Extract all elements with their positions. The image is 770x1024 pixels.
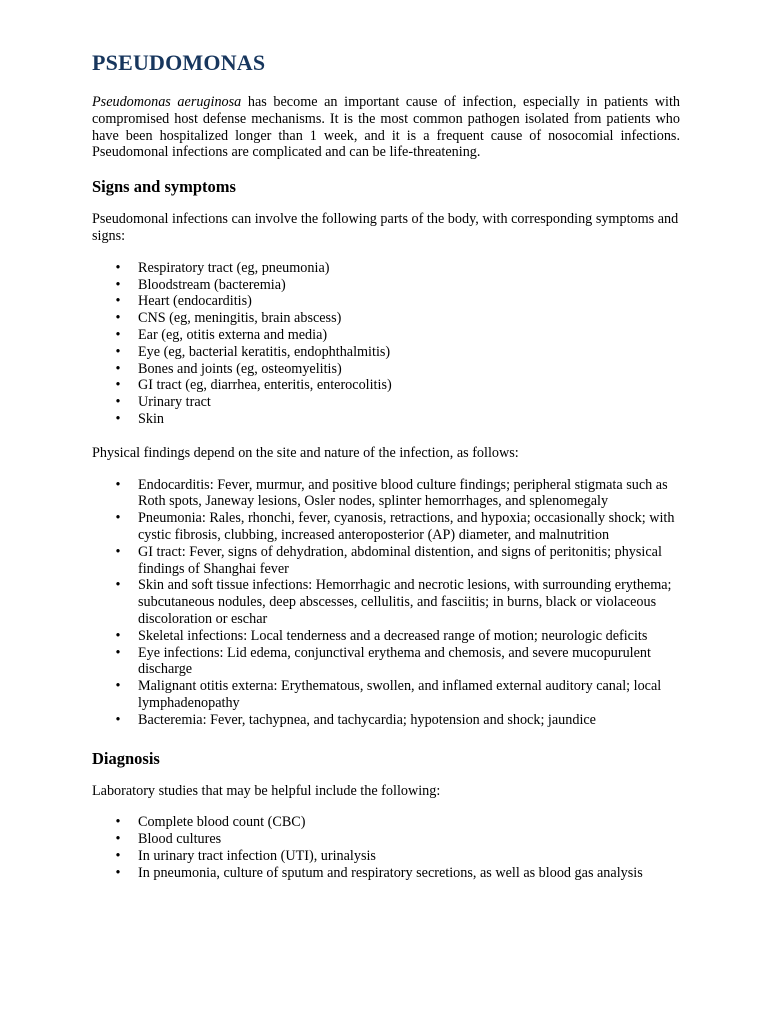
list-item-text: GI tract: Fever, signs of dehydration, abdominal distention, and signs of peritonitis; physical findings of Shanghai fever	[138, 543, 662, 577]
list-item-text: Ear (eg, otitis externa and media)	[138, 326, 328, 343]
list-item	[115, 410, 680, 428]
bullet-icon: •	[115, 259, 121, 276]
bullet-icon: •	[115, 814, 121, 831]
list-item-text: Bones and joints (eg, osteomyelitis)	[138, 360, 342, 377]
list-item	[115, 510, 680, 544]
list-item-text: Skeletal infections: Local tenderness and a decreased range of motion; neurologic deficits	[138, 627, 648, 644]
intro-paragraph	[92, 94, 680, 161]
list-item	[115, 276, 680, 294]
list-item-text: Bacteremia: Fever, tachypnea, and tachycardia; hypotension and shock; jaundice	[138, 711, 596, 728]
list-item	[115, 543, 680, 578]
bullet-icon: •	[115, 293, 121, 310]
bullet-icon: •	[115, 394, 121, 411]
bullet-icon: •	[115, 343, 121, 360]
list-item	[115, 864, 680, 882]
list-item-text: Skin	[138, 410, 165, 427]
bullet-icon: •	[115, 510, 121, 527]
bullet-icon: •	[115, 831, 121, 848]
list-item-text: GI tract (eg, diarrhea, enteritis, enterocolitis)	[138, 377, 392, 394]
bullet-icon: •	[115, 326, 121, 343]
list-item	[115, 831, 680, 848]
bullet-icon: •	[115, 711, 121, 728]
list-item	[115, 476, 680, 511]
list-item	[115, 847, 680, 865]
list-item	[115, 644, 680, 679]
bullet-icon: •	[115, 310, 121, 327]
list-item	[115, 360, 680, 378]
bullet-icon: •	[115, 644, 121, 661]
list-item	[115, 343, 680, 361]
list-item-text: Respiratory tract (eg, pneumonia)	[138, 259, 330, 276]
bullet-icon: •	[115, 847, 121, 864]
list-item-text: Complete blood count (CBC)	[138, 814, 306, 831]
bullet-icon: •	[115, 543, 121, 560]
diagnosis-heading: Diagnosis	[92, 748, 160, 768]
findings-lead: Physical findings depend on the site and nature of the infection, as follows:	[92, 444, 519, 461]
intro-italic-lead: Pseudomonas aeruginosa	[92, 94, 242, 110]
list-item-text: Blood cultures	[138, 831, 222, 848]
list-item	[115, 293, 680, 310]
bullet-icon: •	[115, 678, 121, 695]
bullet-icon: •	[115, 360, 121, 377]
list-item	[115, 627, 680, 645]
list-item-text: Eye (eg, bacterial keratitis, endophthalmitis)	[138, 343, 391, 360]
bullet-icon: •	[115, 577, 121, 594]
signs-heading: Signs and symptoms	[92, 177, 236, 197]
list-item-text: Bloodstream (bacteremia)	[138, 276, 286, 293]
list-item	[115, 259, 680, 277]
list-item-text: CNS (eg, meningitis, brain abscess)	[138, 310, 342, 327]
list-item-text: Heart (endocarditis)	[138, 293, 252, 310]
list-item	[115, 326, 680, 344]
list-item	[115, 711, 680, 729]
list-item-text: Endocarditis: Fever, murmur, and positive blood culture findings; peripheral stigmata such as Roth spots, Janeway lesions, Osler nodes, splinter hemorrhages, and splenomegaly	[138, 476, 668, 510]
bullet-icon: •	[115, 627, 121, 644]
list-item	[115, 577, 680, 627]
bullet-icon: •	[115, 410, 121, 427]
list-item	[115, 678, 680, 712]
bullet-icon: •	[115, 476, 121, 493]
bullet-icon: •	[115, 276, 121, 293]
list-item-text: Pneumonia: Rales, rhonchi, fever, cyanosis, retractions, and hypoxia; occasionally shock; with cystic fibrosis, clubbing, increased anteroposterior (AP) diameter, and malnutrition	[138, 510, 675, 543]
list-item	[115, 310, 680, 327]
list-item	[115, 394, 680, 411]
page-title: PSEUDOMONAS	[92, 50, 266, 75]
document-page	[92, 50, 680, 898]
body-parts-list	[92, 260, 680, 428]
findings-list	[92, 477, 680, 729]
list-item-text: Malignant otitis externa: Erythematous, swollen, and inflamed external auditory canal; local lymphadenopathy	[138, 678, 662, 711]
bullet-icon: •	[115, 864, 121, 881]
list-item-text: Eye infections: Lid edema, conjunctival erythema and chemosis, and severe mucopurulent discharge	[138, 644, 651, 678]
intro-text: has become an important cause of infection, especially in patients with compromised host defense mechanisms. It is the most common pathogen isolated from patients who have been hospitalized longer than 1 week, and it is a frequent cause of nosocomial infections. Pseudomonal infections are complicated and can be life-threatening.	[92, 94, 680, 161]
list-item	[115, 377, 680, 394]
list-item-text: Urinary tract	[138, 394, 211, 411]
list-item-text: In urinary tract infection (UTI), urinalysis	[138, 847, 376, 864]
labs-list	[92, 814, 680, 881]
list-item-text: In pneumonia, culture of sputum and respiratory secretions, as well as blood gas analysis	[138, 864, 643, 881]
list-item-text: Skin and soft tissue infections: Hemorrhagic and necrotic lesions, with surrounding erythema; subcutaneous nodules, deep abscesses, cellulitis, and fasciitis; in burns, black or violaceous discoloration or eschar	[138, 577, 672, 627]
bullet-icon: •	[115, 377, 121, 394]
list-item	[115, 814, 680, 831]
diagnosis-lead: Laboratory studies that may be helpful include the following:	[92, 782, 441, 799]
signs-lead: Pseudomonal infections can involve the following parts of the body, with corresponding symptoms and signs:	[92, 211, 679, 244]
